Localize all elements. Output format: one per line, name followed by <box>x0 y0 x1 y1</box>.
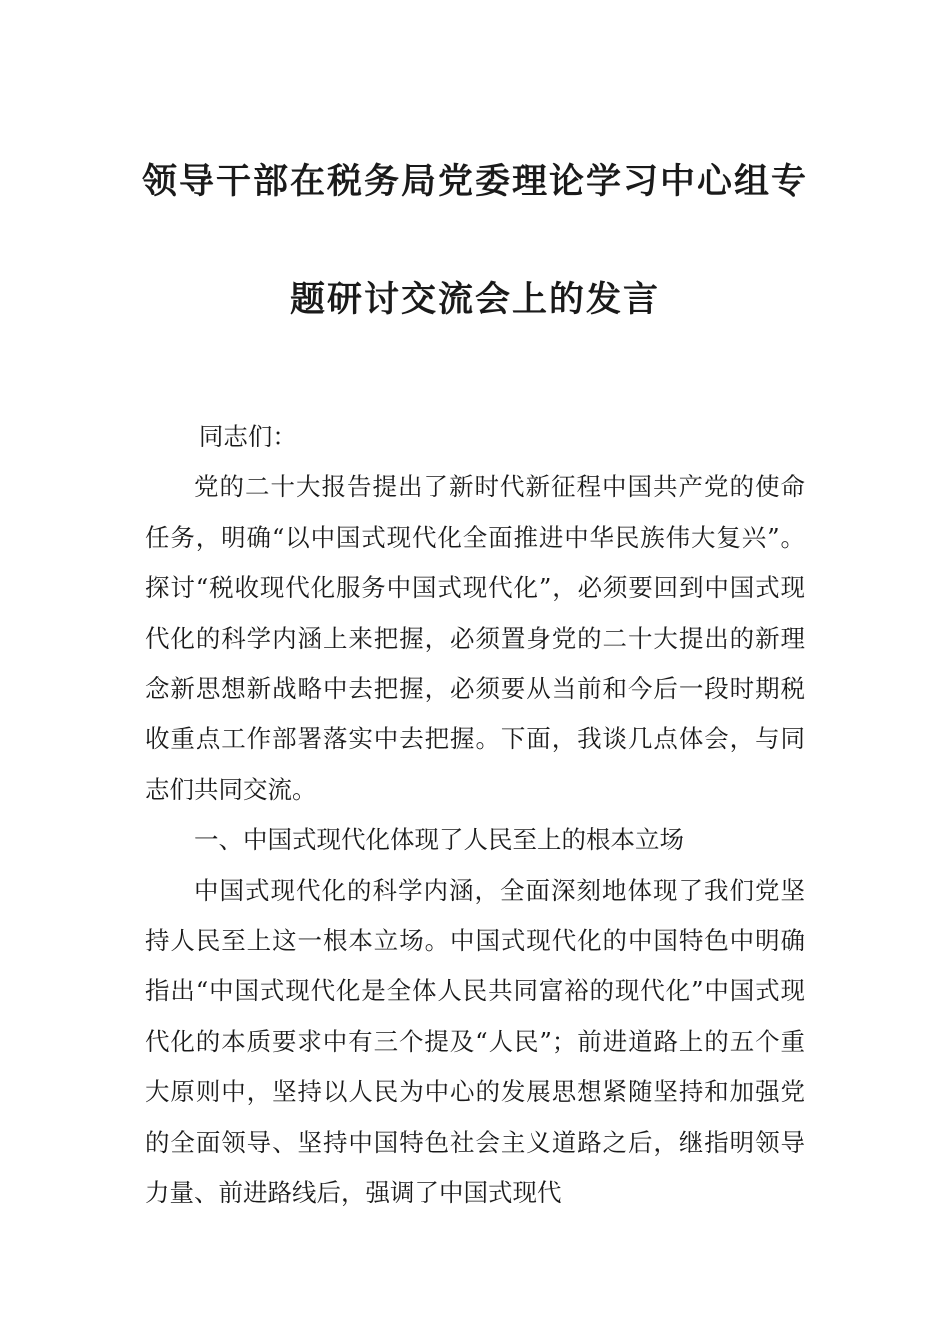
document-title-line-1: 领导干部在税务局党委理论学习中心组专 <box>141 162 808 202</box>
document-title-line-2: 题研讨交流会上的发言 <box>289 280 660 320</box>
paragraph-intro: 党的二十大报告提出了新时代新征程中国共产党的使命任务，明确“以中国式现代化全面推进中华民族伟大复兴”。探讨“税收现代化服务中国式现代化”，必须要回到中国式现代化的科学内涵上来把握，必须置身党的二十大提出的新理念新思想新战略中去把握，必须要从当前和今后一段时期税收重点工作部署落实中去把握。下面，我谈几点体会，与同志们共同交流。 <box>145 472 805 804</box>
paragraph-section-1: 中国式现代化的科学内涵，全面深刻地体现了我们党坚持人民至上这一根本立场。中国式现代化的中国特色中明确指出“中国式现代化是全体人民共同富裕的现代化”中国式现代化的本质要求中有三个提及“人民”；前进道路上的五个重大原则中，坚持以人民为中心的发展思想紧随坚持和加强党的全面领导、坚持中国特色社会主义道路之后，继指明领导力量、前进路线后，强调了中国式现代 <box>145 875 805 1208</box>
document-body <box>145 412 805 1219</box>
section-heading-1: 一、中国式现代化体现了人民至上的根本立场 <box>194 825 684 855</box>
greeting: 同志们： <box>198 422 297 451</box>
